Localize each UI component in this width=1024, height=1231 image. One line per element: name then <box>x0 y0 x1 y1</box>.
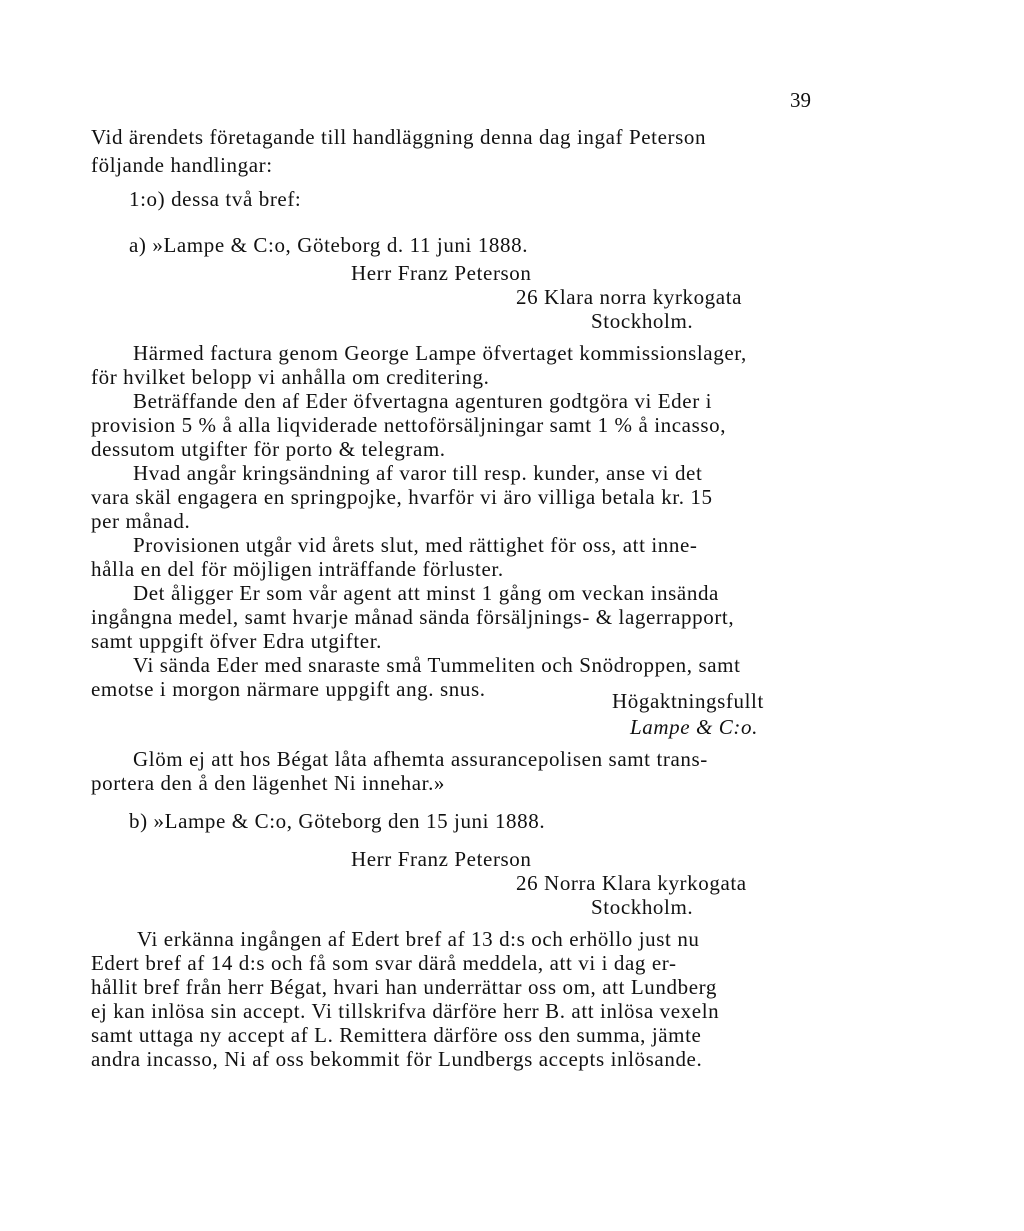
letter-a-body-line: dessutom utgifter för porto & telegram. <box>91 437 446 461</box>
intro-line: Vid ärendets företagande till handläggning denna dag ingaf Peterson <box>91 125 707 149</box>
letter-a-addressee: Herr Franz Peterson <box>351 261 532 285</box>
letter-a-body-line: Beträffande den af Eder öfvertagna agenturen godtgöra vi Eder i <box>133 389 713 413</box>
letter-a-postscript-line: portera den å den lägenhet Ni innehar.» <box>91 771 446 795</box>
letter-b-street: 26 Norra Klara kyrkogata <box>516 871 747 895</box>
letter-a-body-line: för hvilket belopp vi anhålla om creditering. <box>91 365 490 389</box>
letter-a-signature: Lampe & C:o. <box>630 715 758 739</box>
letter-b-body-line: Vi erkänna ingången af Edert bref af 13 d:s och erhöllo just nu <box>137 927 700 951</box>
letter-a-body-line: provision 5 % å alla liqviderade nettoförsäljningar samt 1 % å incasso, <box>91 413 727 437</box>
letter-b-body-line: Edert bref af 14 d:s och få som svar därå meddela, att vi i dag er- <box>91 951 677 975</box>
letter-a-city: Stockholm. <box>591 309 694 333</box>
letter-b-body-line: samt uttaga ny accept af L. Remittera därföre oss den summa, jämte <box>91 1023 702 1047</box>
letter-a-body-line: Hvad angår kringsändning af varor till resp. kunder, anse vi det <box>133 461 703 485</box>
letter-a-heading: a) »Lampe & C:o, Göteborg d. 11 juni 1888. <box>129 233 529 257</box>
letter-a-body-line: ingångna medel, samt hvarje månad sända försäljnings- & lagerrapport, <box>91 605 735 629</box>
letter-a-body-line: per månad. <box>91 509 191 533</box>
letter-a-body-line: samt uppgift öfver Edra utgifter. <box>91 629 382 653</box>
letter-a-body-line: Vi sända Eder med snaraste små Tummeliten och Snödroppen, samt <box>133 653 741 677</box>
letter-b-city: Stockholm. <box>591 895 694 919</box>
page-number: 39 <box>790 88 811 112</box>
letter-b-body-line: andra incasso, Ni af oss bekommit för Lundbergs accepts inlösande. <box>91 1047 703 1071</box>
letter-a-body-line: vara skäl engagera en springpojke, hvarför vi äro villiga betala kr. 15 <box>91 485 713 509</box>
letter-a-closing: Högaktningsfullt <box>612 689 764 713</box>
intro-line: följande handlingar: <box>91 153 273 177</box>
letter-a-body-line: emotse i morgon närmare uppgift ang. snus. <box>91 677 486 701</box>
letter-b-heading: b) »Lampe & C:o, Göteborg den 15 juni 1888. <box>129 809 546 833</box>
letter-b-body-line: hållit bref från herr Bégat, hvari han underrättar oss om, att Lundberg <box>91 975 717 999</box>
letter-a-postscript-line: Glöm ej att hos Bégat låta afhemta assurancepolisen samt trans- <box>133 747 708 771</box>
letter-a-body-line: Det åligger Er som vår agent att minst 1 gång om veckan insända <box>133 581 719 605</box>
letter-a-body-line: Härmed factura genom George Lampe öfvertaget kommissionslager, <box>133 341 747 365</box>
list-item-1: 1:o) dessa två bref: <box>129 187 302 211</box>
letter-a-body-line: Provisionen utgår vid årets slut, med rättighet för oss, att inne- <box>133 533 698 557</box>
letter-b-addressee: Herr Franz Peterson <box>351 847 532 871</box>
letter-b-body-line: ej kan inlösa sin accept. Vi tillskrifva därföre herr B. att inlösa vexeln <box>91 999 720 1023</box>
letter-a-body-line: hålla en del för möjligen inträffande förluster. <box>91 557 504 581</box>
letter-a-street: 26 Klara norra kyrkogata <box>516 285 743 309</box>
